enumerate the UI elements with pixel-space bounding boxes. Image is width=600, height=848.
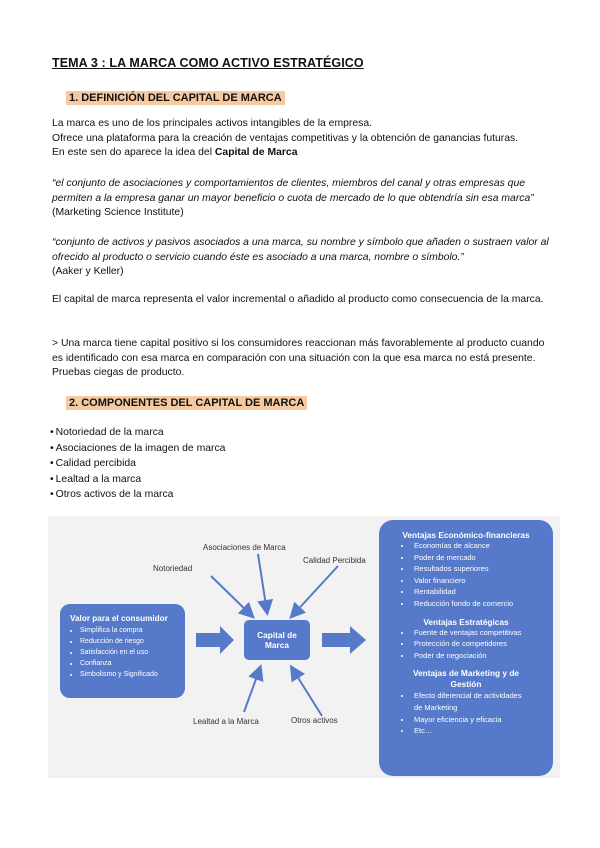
section1-heading: 1. DEFINICIÓN DEL CAPITAL DE MARCA xyxy=(66,91,285,105)
list-item: • Otros activos de la marca xyxy=(50,487,225,503)
list-item: • Resultados superiores xyxy=(412,563,553,575)
list-item: • Calidad percibida xyxy=(50,456,225,472)
econ-advantages-title: Ventajas Económico-financieras xyxy=(402,530,530,540)
marketing-advantages-list xyxy=(379,690,553,736)
list-item: • Poder de mercado xyxy=(412,552,553,564)
list-item: • Simplifica la compra xyxy=(80,625,185,636)
strategic-advantages-title: Ventajas Estratégicas xyxy=(423,616,509,627)
brand-equity-diagram xyxy=(48,516,560,778)
intro-line-2: Ofrece una plataforma para la creación de ventajas competitivas y la obtención de ganancias futuras. xyxy=(52,132,519,144)
list-item: • Mayor eficiencia y eficacia xyxy=(412,714,553,726)
arrow-lealtad xyxy=(244,668,260,712)
quote1-source: (Marketing Science Institute) xyxy=(52,207,184,219)
econ-advantages-list xyxy=(379,540,553,610)
list-item: • Satisfacción en el uso xyxy=(80,647,185,658)
document-title: TEMA 3 : LA MARCA COMO ACTIVO ESTRATÉGICO xyxy=(52,56,364,70)
list-item: • Simbolismo y Significado xyxy=(80,669,185,680)
list-item: • Efecto diferencial de actividades de Marketing xyxy=(412,690,529,713)
consumer-value-list xyxy=(60,625,185,680)
label-lealtad: Lealtad a la Marca xyxy=(193,717,259,726)
arrow-asociaciones xyxy=(258,554,267,612)
label-calidad: Calidad Percibida xyxy=(303,556,366,565)
label-otros: Otros activos xyxy=(291,716,338,725)
list-item: • Reducción fondo de comercio xyxy=(412,598,553,610)
list-item: • Asociaciones de la imagen de marca xyxy=(50,441,225,457)
arrow-notoriedad xyxy=(211,576,252,616)
section2-heading: 2. COMPONENTES DEL CAPITAL DE MARCA xyxy=(66,396,307,410)
list-item: • Reducción de riesgo xyxy=(80,636,185,647)
capital-de-marca-bold: Capital de Marca xyxy=(214,147,298,159)
arrow-otros xyxy=(292,668,322,716)
label-asociaciones: Asociaciones de Marca xyxy=(203,543,286,552)
quote2-paragraph xyxy=(52,236,552,280)
quote2-text: “conjunto de activos y pasivos asociados a una marca, su nombre y símbolo que añaden o sustraen valor al ofrecido al producto o servicio cuando éste es asociado a una marca, nombre o símbolo.” xyxy=(52,237,549,263)
list-item: • Fuente de ventajas competitivas xyxy=(412,627,524,639)
strategic-advantages-list xyxy=(379,627,553,662)
capital-definition-paragraph: El capital de marca representa el valor incremental o añadido al producto como consecuencia de la marca. xyxy=(52,294,544,305)
block-arrow-left xyxy=(196,626,234,654)
list-item: • Valor financiero xyxy=(412,575,553,587)
list-item: • Protección de competidores xyxy=(412,638,553,650)
list-item: • Notoriedad de la marca xyxy=(50,425,225,441)
consumer-value-box xyxy=(60,604,185,698)
list-item: • Rentabilidad xyxy=(412,586,553,598)
quote2-source: (Aaker y Keller) xyxy=(52,266,124,278)
block-arrow-right xyxy=(322,626,366,654)
intro-line-3-prefix: En este sen do aparece la idea del xyxy=(52,147,215,159)
marketing-advantages-title: Ventajas de Marketing y de Gestión xyxy=(412,668,520,690)
advantages-box xyxy=(379,520,553,776)
capital-de-marca-box: Capital de Marca xyxy=(244,620,310,660)
list-item: • Etc… xyxy=(412,725,553,737)
list-item: • Poder de negociación xyxy=(412,650,553,662)
components-list xyxy=(50,425,225,503)
quote1-paragraph xyxy=(52,177,552,221)
label-notoriedad: Notoriedad xyxy=(153,564,193,573)
list-item: • Lealtad a la marca xyxy=(50,472,225,488)
consumer-value-title: Valor para el consumidor xyxy=(70,614,168,623)
intro-line-1: La marca es uno de los principales activos intangibles de la empresa. xyxy=(52,118,372,129)
positive-capital-paragraph: > Una marca tiene capital positivo si los consumidores reaccionan más favorablemente al producto cuando es identificado con esa marca en comparación con una situación con la que esa marca no está presente. Pruebas ciegas de producto. xyxy=(52,338,545,379)
intro-paragraph xyxy=(52,117,552,161)
list-item: • Confianza xyxy=(80,658,185,669)
quote1-text: “el conjunto de asociaciones y comportamientos de clientes, miembros del canal y otras empresas que permiten a la empresa ganar un mayor beneficio o cuota de mercado de lo que obtendría sin esa marca” xyxy=(52,178,534,204)
list-item: • Economías de alcance xyxy=(412,540,553,552)
arrow-calidad xyxy=(292,566,338,616)
